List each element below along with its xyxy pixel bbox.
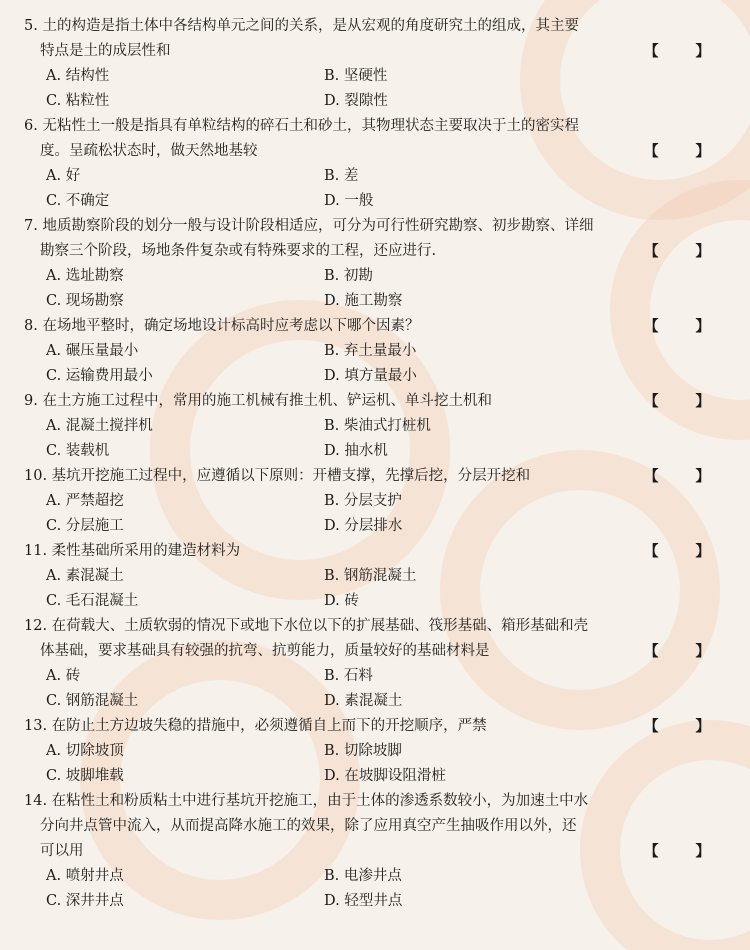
question-stem-line xyxy=(24,214,734,239)
question-stem-text: 体基础，要求基础具有较强的抗弯、抗剪能力，质量较好的基础材料是 xyxy=(40,643,490,659)
question-item xyxy=(24,314,734,389)
answer-option: D. 素混凝土 xyxy=(324,693,403,709)
answer-bracket: 【 】 xyxy=(643,843,726,860)
question-stem-line xyxy=(24,714,734,739)
answer-option: A. 喷射井点 xyxy=(46,868,124,884)
answer-option: C. 坡脚堆载 xyxy=(46,768,124,784)
question-stem-line xyxy=(24,789,734,814)
option-row xyxy=(24,364,734,389)
answer-option: B. 电渗井点 xyxy=(324,868,402,884)
question-stem-line xyxy=(24,814,734,839)
answer-bracket: 【 】 xyxy=(643,718,726,735)
answer-option: A. 选址勘察 xyxy=(46,268,124,284)
option-row xyxy=(24,564,734,589)
answer-option: B. 差 xyxy=(324,168,359,184)
question-number: 10. xyxy=(24,468,48,484)
option-row xyxy=(24,764,734,789)
answer-option: A. 严禁超挖 xyxy=(46,493,124,509)
answer-option: B. 柴油式打桩机 xyxy=(324,418,431,434)
question-stem-line xyxy=(24,139,734,164)
answer-option: C. 分层施工 xyxy=(46,518,124,534)
answer-bracket: 【 】 xyxy=(643,393,726,410)
question-number: 7. xyxy=(24,218,38,234)
question-stem-text: 基坑开挖施工过程中，应遵循以下原则：开槽支撑，先撑后挖，分层开挖和 xyxy=(51,468,531,484)
question-item xyxy=(24,389,734,464)
answer-bracket: 【 】 xyxy=(643,643,726,660)
answer-option: D. 裂隙性 xyxy=(324,93,388,109)
question-number: 8. xyxy=(24,318,38,334)
question-stem-text: 土的构造是指土体中各结构单元之间的关系，是从宏观的角度研究土的组成，其主要 xyxy=(42,18,579,34)
question-item xyxy=(24,789,734,914)
question-stem-line xyxy=(24,314,734,339)
answer-option: A. 碾压量最小 xyxy=(46,343,139,359)
answer-option: D. 填方量最小 xyxy=(324,368,417,384)
answer-option: B. 切除坡脚 xyxy=(324,743,402,759)
answer-option: D. 施工勘察 xyxy=(324,293,403,309)
question-number: 9. xyxy=(24,393,38,409)
option-row xyxy=(24,414,734,439)
question-number: 13. xyxy=(24,718,48,734)
option-row xyxy=(24,664,734,689)
question-stem-line xyxy=(24,239,734,264)
question-stem-text: 地质勘察阶段的划分一般与设计阶段相适应，可分为可行性研究勘察、初步勘察、详细 xyxy=(42,218,594,234)
answer-option: A. 混凝土搅拌机 xyxy=(46,418,153,434)
answer-bracket: 【 】 xyxy=(643,243,726,260)
answer-bracket: 【 】 xyxy=(643,43,726,60)
question-stem-line xyxy=(24,39,734,64)
answer-option: A. 切除坡顶 xyxy=(46,743,124,759)
answer-option: A. 结构性 xyxy=(46,68,110,84)
option-row xyxy=(24,289,734,314)
answer-option: B. 弃土量最小 xyxy=(324,343,417,359)
question-item xyxy=(24,464,734,539)
answer-option: D. 抽水机 xyxy=(324,443,388,459)
answer-bracket: 【 】 xyxy=(643,543,726,560)
answer-option: A. 素混凝土 xyxy=(46,568,124,584)
answer-option: B. 初勘 xyxy=(324,268,373,284)
question-stem-text: 无粘性土一般是指具有单粒结构的碎石土和砂土，其物理状态主要取决于土的密实程 xyxy=(42,118,579,134)
question-stem-text: 在场地平整时，确定场地设计标高时应考虑以下哪个因素？ xyxy=(42,318,420,334)
question-stem-text: 柔性基础所采用的建造材料为 xyxy=(51,543,241,559)
question-stem-text: 在防止土方边坡失稳的措施中，必须遵循自上而下的开挖顺序，严禁 xyxy=(51,718,487,734)
question-number: 11. xyxy=(24,543,48,559)
answer-option: B. 石料 xyxy=(324,668,373,684)
question-stem-text: 可以用 xyxy=(40,843,84,859)
option-row xyxy=(24,864,734,889)
question-stem-line xyxy=(24,114,734,139)
option-row xyxy=(24,439,734,464)
option-row xyxy=(24,589,734,614)
question-item xyxy=(24,114,734,214)
question-stem-text: 在荷载大、土质软弱的情况下或地下水位以下的扩展基础、筏形基础、箱形基础和壳 xyxy=(51,618,589,634)
answer-option: C. 深井井点 xyxy=(46,893,124,909)
question-stem-line xyxy=(24,14,734,39)
question-stem-text: 度。呈疏松状态时，做天然地基较 xyxy=(40,143,258,159)
answer-option: A. 好 xyxy=(46,168,81,184)
answer-option: C. 粘粒性 xyxy=(46,93,110,109)
option-row xyxy=(24,689,734,714)
answer-option: D. 在坡脚设阻滑桩 xyxy=(324,768,446,784)
answer-option: C. 毛石混凝土 xyxy=(46,593,139,609)
question-stem-line xyxy=(24,539,734,564)
question-number: 12. xyxy=(24,618,48,634)
answer-option: C. 装载机 xyxy=(46,443,110,459)
option-row xyxy=(24,89,734,114)
question-stem-line xyxy=(24,464,734,489)
question-stem-text: 分向井点管中流入，从而提高降水施工的效果，除了应用真空产生抽吸作用以外，还 xyxy=(40,818,577,834)
question-stem-text: 在粘性土和粉质粘土中进行基坑开挖施工，由于土体的渗透系数较小，为加速土中水 xyxy=(51,793,589,809)
option-row xyxy=(24,739,734,764)
question-item xyxy=(24,214,734,314)
option-row xyxy=(24,189,734,214)
question-number: 14. xyxy=(24,793,48,809)
option-row xyxy=(24,164,734,189)
question-stem-text: 在土方施工过程中，常用的施工机械有推土机、铲运机、单斗挖土机和 xyxy=(42,393,492,409)
answer-option: D. 分层排水 xyxy=(324,518,403,534)
question-item xyxy=(24,14,734,114)
question-stem-line xyxy=(24,639,734,664)
option-row xyxy=(24,889,734,914)
option-row xyxy=(24,489,734,514)
question-list xyxy=(24,14,734,914)
option-row xyxy=(24,339,734,364)
answer-option: D. 一般 xyxy=(324,193,374,209)
question-stem-text: 特点是土的成层性和 xyxy=(40,43,171,59)
question-item xyxy=(24,539,734,614)
option-row xyxy=(24,64,734,89)
answer-option: C. 运输费用最小 xyxy=(46,368,153,384)
answer-option: B. 分层支护 xyxy=(324,493,402,509)
answer-bracket: 【 】 xyxy=(643,468,726,485)
option-row xyxy=(24,514,734,539)
question-number: 5. xyxy=(24,18,38,34)
question-stem-text: 勘察三个阶段，场地条件复杂或有特殊要求的工程，还应进行. xyxy=(40,243,437,259)
question-item xyxy=(24,614,734,714)
answer-option: C. 不确定 xyxy=(46,193,110,209)
answer-option: B. 坚硬性 xyxy=(324,68,388,84)
answer-option: B. 钢筋混凝土 xyxy=(324,568,417,584)
question-stem-line xyxy=(24,839,734,864)
answer-option: D. 砖 xyxy=(324,593,359,609)
question-number: 6. xyxy=(24,118,38,134)
answer-bracket: 【 】 xyxy=(643,318,726,335)
question-stem-line xyxy=(24,614,734,639)
option-row xyxy=(24,264,734,289)
question-item xyxy=(24,714,734,789)
answer-option: A. 砖 xyxy=(46,668,81,684)
answer-bracket: 【 】 xyxy=(643,143,726,160)
answer-option: D. 轻型井点 xyxy=(324,893,403,909)
answer-option: C. 现场勘察 xyxy=(46,293,124,309)
answer-option: C. 钢筋混凝土 xyxy=(46,693,139,709)
question-stem-line xyxy=(24,389,734,414)
